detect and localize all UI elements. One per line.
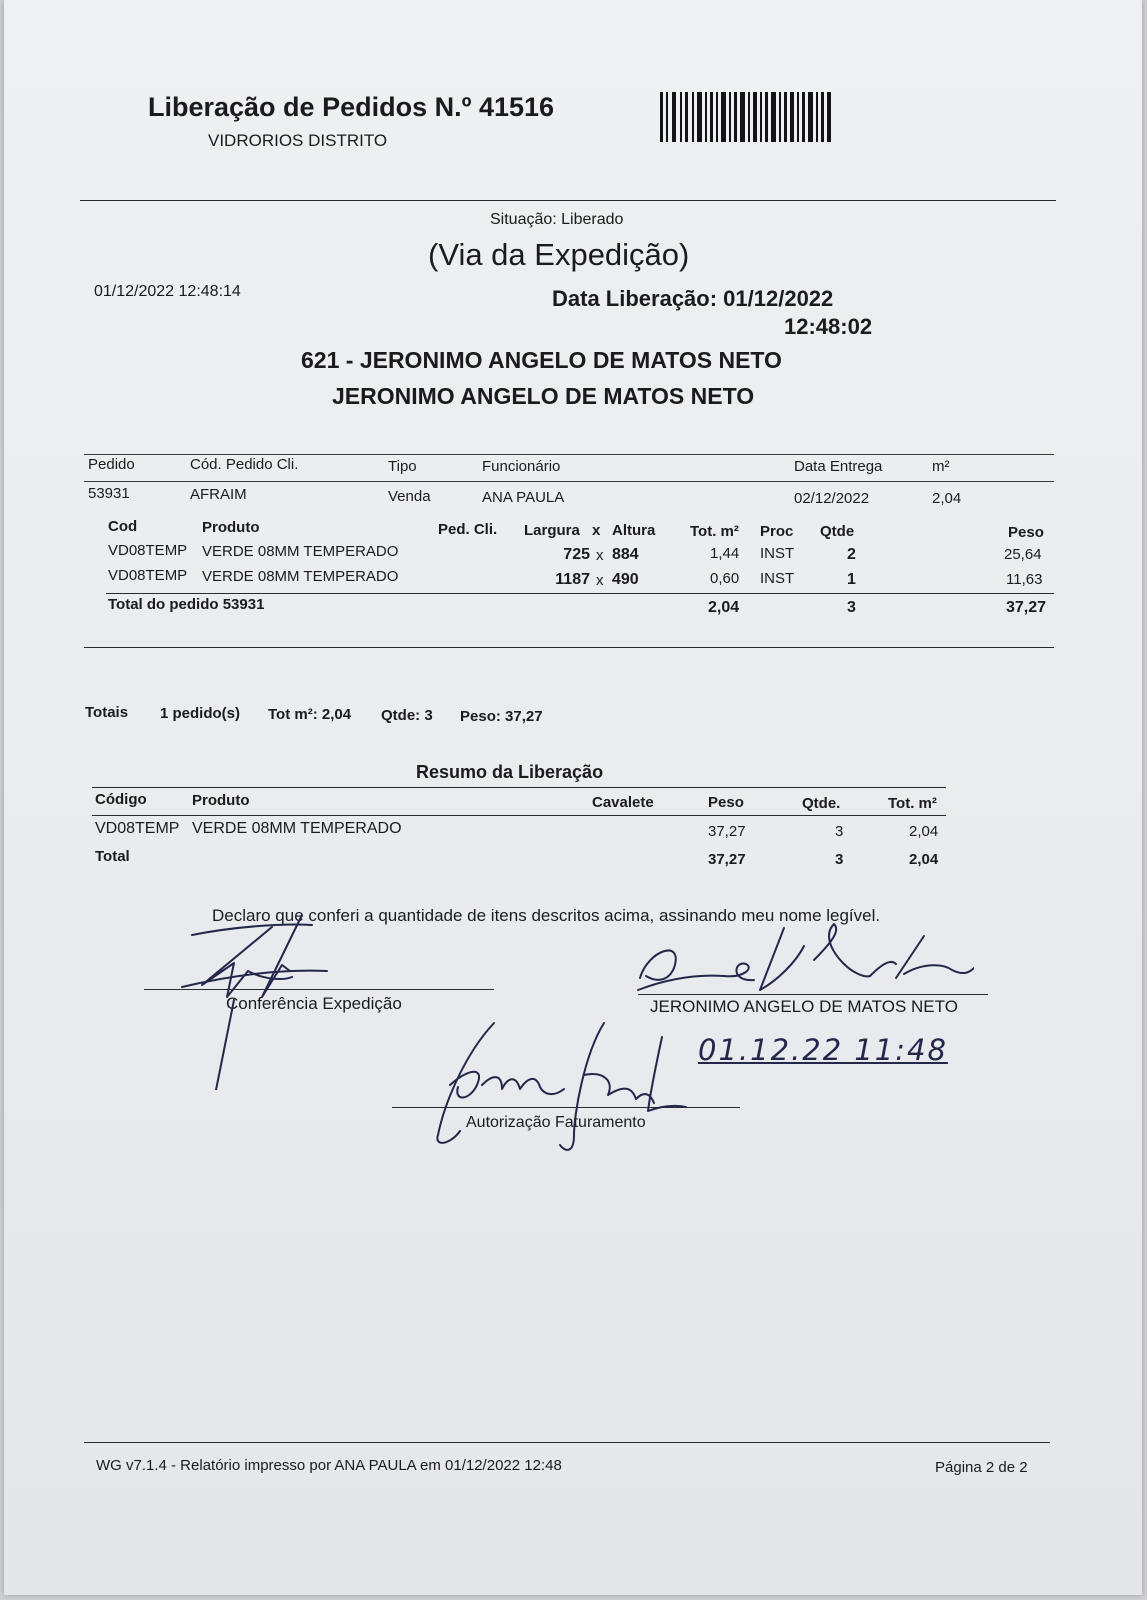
document-page (4, 0, 1142, 1595)
release-time: 12:48:02 (784, 314, 873, 339)
item-col-qtde: Qtde (820, 523, 855, 540)
summary-col-qtde: Qtde. (802, 795, 841, 812)
item-row-2-largura: 1187 (555, 571, 590, 588)
summary-row-tot-m2: 2,04 (909, 823, 939, 840)
order-cod-pedido-cli: AFRAIM (190, 486, 247, 503)
summary-total-label: Total (95, 848, 130, 865)
printed-timestamp: 01/12/2022 12:48:14 (94, 283, 241, 300)
item-row-2-produto: VERDE 08MM TEMPERADO (202, 568, 399, 585)
item-row-1-largura: 725 (563, 546, 590, 563)
company-name: VIDRORIOS DISTRITO (208, 131, 388, 150)
item-row-1-tot-m2: 1,44 (710, 545, 740, 562)
autorizacao-label: Autorização Faturamento (466, 1114, 646, 1131)
summary-col-tot-m2: Tot. m² (888, 795, 937, 812)
item-row-2-x: x (596, 572, 604, 589)
summary-col-produto: Produto (192, 792, 250, 809)
col-funcionario: Funcionário (482, 458, 561, 475)
summary-total-tot-m2: 2,04 (909, 851, 939, 868)
summary-row-qtde: 3 (835, 823, 844, 840)
order-header-top-line (84, 454, 1054, 455)
summary-total-qtde: 3 (835, 851, 844, 868)
item-row-1-cod: VD08TEMP (108, 542, 188, 559)
item-row-1-produto: VERDE 08MM TEMPERADO (202, 543, 399, 560)
item-row-1-peso: 25,64 (1004, 546, 1042, 563)
item-row-2-cod: VD08TEMP (108, 567, 188, 584)
totals-tot-m2: Tot m²: 2,04 (268, 706, 352, 723)
summary-col-codigo: Código (95, 791, 147, 808)
barcode-icon (660, 92, 832, 142)
summary-row-peso: 37,27 (708, 823, 746, 840)
col-cod-pedido-cli: Cód. Pedido Cli. (190, 456, 299, 473)
summary-top-line (92, 787, 946, 788)
col-data-entrega: Data Entrega (794, 458, 883, 475)
col-pedido: Pedido (88, 456, 135, 473)
item-col-largura: Largura (524, 522, 580, 539)
order-data-entrega: 02/12/2022 (794, 490, 870, 507)
document-title: Liberação de Pedidos N.º 41516 (148, 92, 555, 122)
totals-peso: Peso: 37,27 (460, 708, 543, 725)
autorizacao-signature (424, 1015, 694, 1155)
summary-row-codigo: VD08TEMP (95, 820, 180, 837)
client-signature-name: JERONIMO ANGELO DE MATOS NETO (650, 997, 958, 1016)
col-m2: m² (932, 458, 950, 475)
order-funcionario: ANA PAULA (482, 489, 565, 506)
client-line-1: 621 - JERONIMO ANGELO DE MATOS NETO (301, 347, 782, 373)
summary-header-line (92, 815, 946, 816)
item-col-produto: Produto (202, 519, 260, 536)
item-col-peso: Peso (1008, 524, 1044, 541)
item-row-2-peso: 11,63 (1006, 571, 1043, 588)
item-col-proc: Proc (760, 523, 794, 540)
header-divider (80, 200, 1056, 201)
order-tipo: Venda (388, 488, 431, 505)
col-tipo: Tipo (388, 458, 417, 475)
release-date: Data Liberação: 01/12/2022 (552, 286, 834, 311)
situation-label: Situação: Liberado (490, 211, 624, 228)
totals-orders: 1 pedido(s) (160, 705, 241, 722)
totals-qtde: Qtde: 3 (381, 707, 433, 724)
item-col-ped-cli: Ped. Cli. (438, 521, 498, 538)
conferencia-signature (172, 905, 342, 1090)
item-row-1-altura: 884 (612, 546, 639, 563)
item-row-1-qtde: 2 (847, 546, 856, 563)
items-total-tot-m2: 2,04 (708, 599, 740, 616)
declaration-text: Declaro que conferi a quantidade de itens descritos acima, assinando meu nome legível. (212, 906, 881, 925)
order-header-bottom-line (84, 481, 1054, 482)
item-col-altura: Altura (612, 522, 656, 539)
item-row-2-altura: 490 (612, 571, 639, 588)
footer-page-number: Página 2 de 2 (935, 1459, 1028, 1476)
footer-printed-by: WG v7.1.4 - Relatório impresso por ANA PAULA em 01/12/2022 12:48 (96, 1457, 562, 1474)
item-row-2-proc: INST (760, 570, 795, 587)
order-pedido: 53931 (88, 485, 130, 502)
summary-col-cavalete: Cavalete (592, 794, 654, 811)
item-row-2-qtde: 1 (847, 571, 856, 588)
items-total-qtde: 3 (847, 599, 856, 616)
footer-divider (84, 1442, 1050, 1443)
item-row-1-proc: INST (760, 545, 795, 562)
conferencia-label: Conferência Expedição (226, 994, 402, 1013)
totals-label: Totais (85, 704, 129, 721)
item-row-2-tot-m2: 0,60 (710, 570, 740, 587)
summary-title: Resumo da Liberação (416, 762, 604, 782)
items-total-peso: 37,27 (1006, 599, 1047, 616)
items-bottom-line (84, 647, 1054, 648)
summary-col-peso: Peso (708, 794, 744, 811)
item-col-cod: Cod (108, 518, 138, 535)
order-m2: 2,04 (932, 490, 962, 507)
client-line-2: JERONIMO ANGELO DE MATOS NETO (332, 383, 755, 409)
copy-label: (Via da Expedição) (428, 237, 690, 272)
item-col-tot-m2: Tot. m² (690, 523, 739, 540)
summary-row-produto: VERDE 08MM TEMPERADO (192, 820, 402, 837)
items-total-line (106, 593, 1054, 594)
summary-total-peso: 37,27 (708, 851, 746, 868)
items-total-label: Total do pedido 53931 (108, 596, 265, 613)
item-row-1-x: x (596, 547, 604, 564)
client-signature (634, 920, 974, 1020)
item-col-x: x (592, 522, 601, 539)
handwritten-date: 01.12.22 11:48 (698, 1033, 948, 1067)
